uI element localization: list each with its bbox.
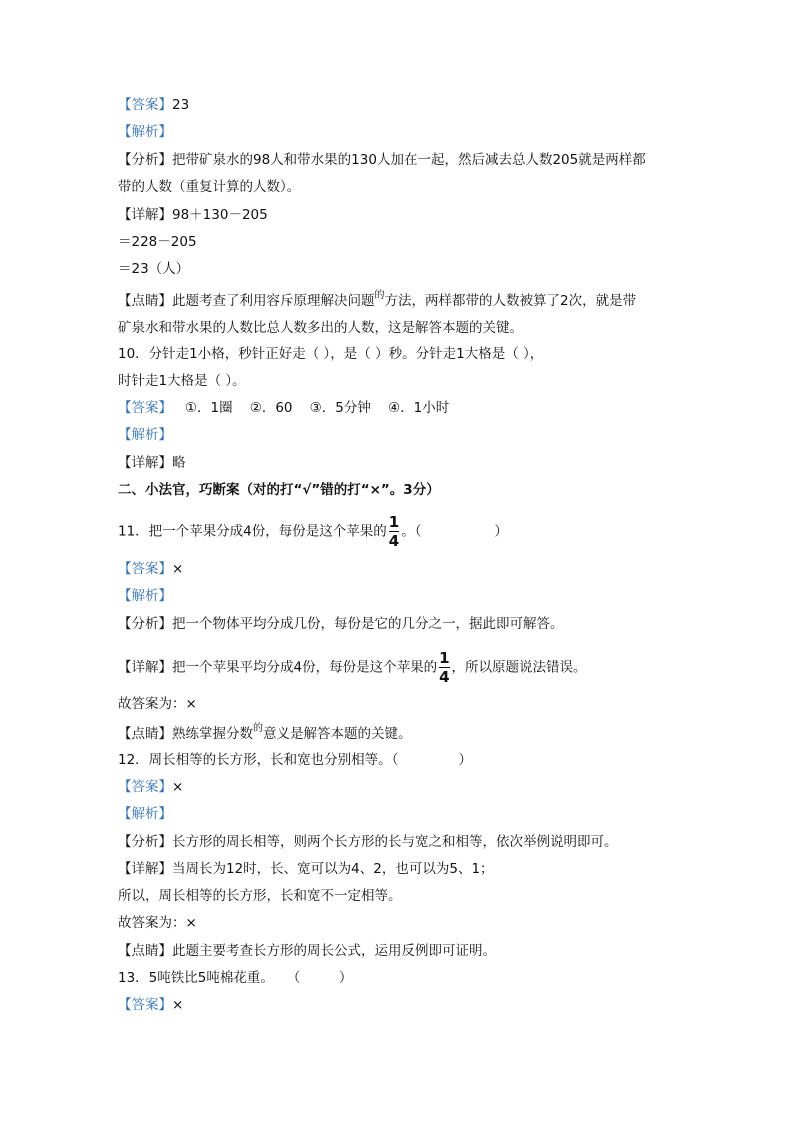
q9-detail-line	[118, 205, 268, 225]
q12-conclusion-line	[118, 913, 197, 933]
q11-detail-line	[118, 650, 587, 685]
q9-detail-line-3	[118, 259, 189, 279]
detail-tag: 【详解】	[118, 455, 172, 471]
fraction-denominator: 4	[439, 668, 450, 686]
answer-value: ①．1圈 ②．60 ③．5分钟 ④．1小时	[172, 400, 450, 416]
q12-tip-line	[118, 941, 496, 961]
answer-value: ×	[172, 997, 184, 1013]
question-text-cont: 时针走1大格是（ ）。	[118, 373, 246, 389]
answer-tag: 【答案】	[118, 997, 172, 1013]
analysis-tag: 【分析】	[118, 616, 172, 632]
q12-detail-line-2	[118, 886, 402, 906]
analysis-text: 长方形的周长相等，则两个长方形的长与宽之和相等，依次举例说明即可。	[172, 834, 618, 850]
q9-jiexi-line	[118, 122, 172, 142]
jiexi-tag: 【解析】	[118, 806, 172, 822]
tip-text: 此题考查了利用容斥原理解决问题	[172, 293, 375, 309]
q12-jiexi-line	[118, 804, 172, 824]
answer-value: 23	[172, 97, 190, 113]
q11-analysis-line	[118, 614, 564, 634]
detail-step: ＝228－205	[118, 234, 197, 250]
question-text: 10．分针走1小格，秒针正好走（ ），是（ ）秒。分针走1大格是（ ），	[118, 346, 544, 362]
jiexi-tag: 【解析】	[118, 427, 172, 443]
q13-answer-line	[118, 995, 183, 1015]
detail-text-cont: ，所以原题说法错误。	[451, 659, 587, 676]
detail-step: ＝23（人）	[118, 261, 190, 277]
conclusion-text: 故答案为：×	[118, 696, 197, 712]
q10-detail-line	[118, 453, 186, 473]
q10-question-line	[118, 344, 543, 364]
tip-text: 此题主要考查长方形的周长公式，运用反例即可证明。	[172, 943, 496, 959]
question-text: 11．把一个苹果分成4份，每份是这个苹果的	[118, 523, 387, 540]
conclusion-text: 故答案为：×	[118, 915, 197, 931]
tip-superscript: 的	[253, 723, 263, 734]
answer-value: ×	[172, 779, 184, 795]
q9-analysis-line-2	[118, 177, 300, 197]
detail-text: 把一个苹果平均分成4份，每份是这个苹果的	[172, 659, 438, 676]
analysis-text-cont: 带的人数（重复计算的人数）。	[118, 179, 301, 195]
analysis-tag: 【分析】	[118, 152, 172, 168]
q12-answer-line	[118, 777, 183, 797]
section-title: 二、小法官，巧断案（对的打“√”错的打“×”。3分）	[118, 482, 440, 498]
q9-detail-line-2	[118, 232, 197, 252]
q11-question-line	[118, 514, 508, 549]
detail-tag: 【详解】	[118, 207, 172, 223]
answer-tag: 【答案】	[118, 400, 172, 416]
fraction-denominator: 4	[388, 532, 400, 550]
question-text-cont: 。（ ）	[401, 523, 508, 540]
tip-tag: 【点睛】	[118, 293, 172, 309]
tip-text-cont: 意义是解答本题的关键。	[263, 726, 412, 742]
tip-superscript: 的	[374, 290, 385, 301]
fraction-one-quarter	[439, 650, 449, 685]
detail-text: 略	[172, 455, 186, 471]
q11-tip-line	[118, 724, 412, 746]
q9-answer-line	[118, 95, 189, 115]
fraction-numerator: 1	[388, 513, 400, 531]
q12-question-line	[118, 750, 472, 770]
q11-jiexi-line	[118, 586, 172, 606]
analysis-tag: 【分析】	[118, 834, 172, 850]
q12-analysis-line	[118, 832, 618, 852]
q11-conclusion-line	[118, 694, 197, 714]
fraction-numerator: 1	[439, 649, 450, 667]
tip-text: 熟练掌握分数	[172, 726, 253, 742]
q11-answer-line	[118, 559, 183, 579]
tip-text-cont: 方法，两样都带的人数被算了2次，就是带	[384, 293, 637, 309]
question-text: 12．周长相等的长方形，长和宽也分别相等。（ ）	[118, 752, 473, 768]
q10-answer-line	[118, 398, 449, 418]
q9-analysis-line	[118, 150, 646, 170]
answer-value: ×	[172, 561, 184, 577]
q12-detail-line	[118, 859, 494, 879]
answer-tag: 【答案】	[118, 97, 172, 113]
jiexi-tag: 【解析】	[118, 588, 172, 604]
jiexi-tag: 【解析】	[118, 124, 172, 140]
q9-tip-line-2	[118, 318, 523, 338]
tip-tag: 【点睛】	[118, 943, 172, 959]
answer-tag: 【答案】	[118, 561, 172, 577]
section-heading	[118, 480, 440, 500]
detail-text-cont: 所以，周长相等的长方形，长和宽不一定相等。	[118, 888, 402, 904]
analysis-text: 把一个物体平均分成几份，每份是它的几分之一，据此即可解答。	[172, 616, 564, 632]
answer-tag: 【答案】	[118, 779, 172, 795]
question-text: 13．5吨铁比5吨棉花重。 （ ）	[118, 970, 353, 986]
tip-text-cont: 矿泉水和带水果的人数比总人数多出的人数，这是解答本题的关键。	[118, 320, 523, 336]
detail-text: 当周长为12时，长、宽可以为4、2，也可以为5、1；	[172, 861, 494, 877]
tip-tag: 【点睛】	[118, 726, 172, 742]
q10-question-line-2	[118, 371, 246, 391]
detail-tag: 【详解】	[118, 861, 172, 877]
analysis-text: 把带矿泉水的98人和带水果的130人加在一起，然后减去总人数205就是两样都	[172, 152, 646, 168]
q10-jiexi-line	[118, 425, 172, 445]
q9-tip-line	[118, 291, 636, 313]
detail-tag: 【详解】	[118, 659, 172, 676]
detail-text: 98＋130－205	[172, 207, 268, 223]
fraction-one-quarter	[389, 514, 399, 549]
q13-question-line	[118, 968, 352, 988]
